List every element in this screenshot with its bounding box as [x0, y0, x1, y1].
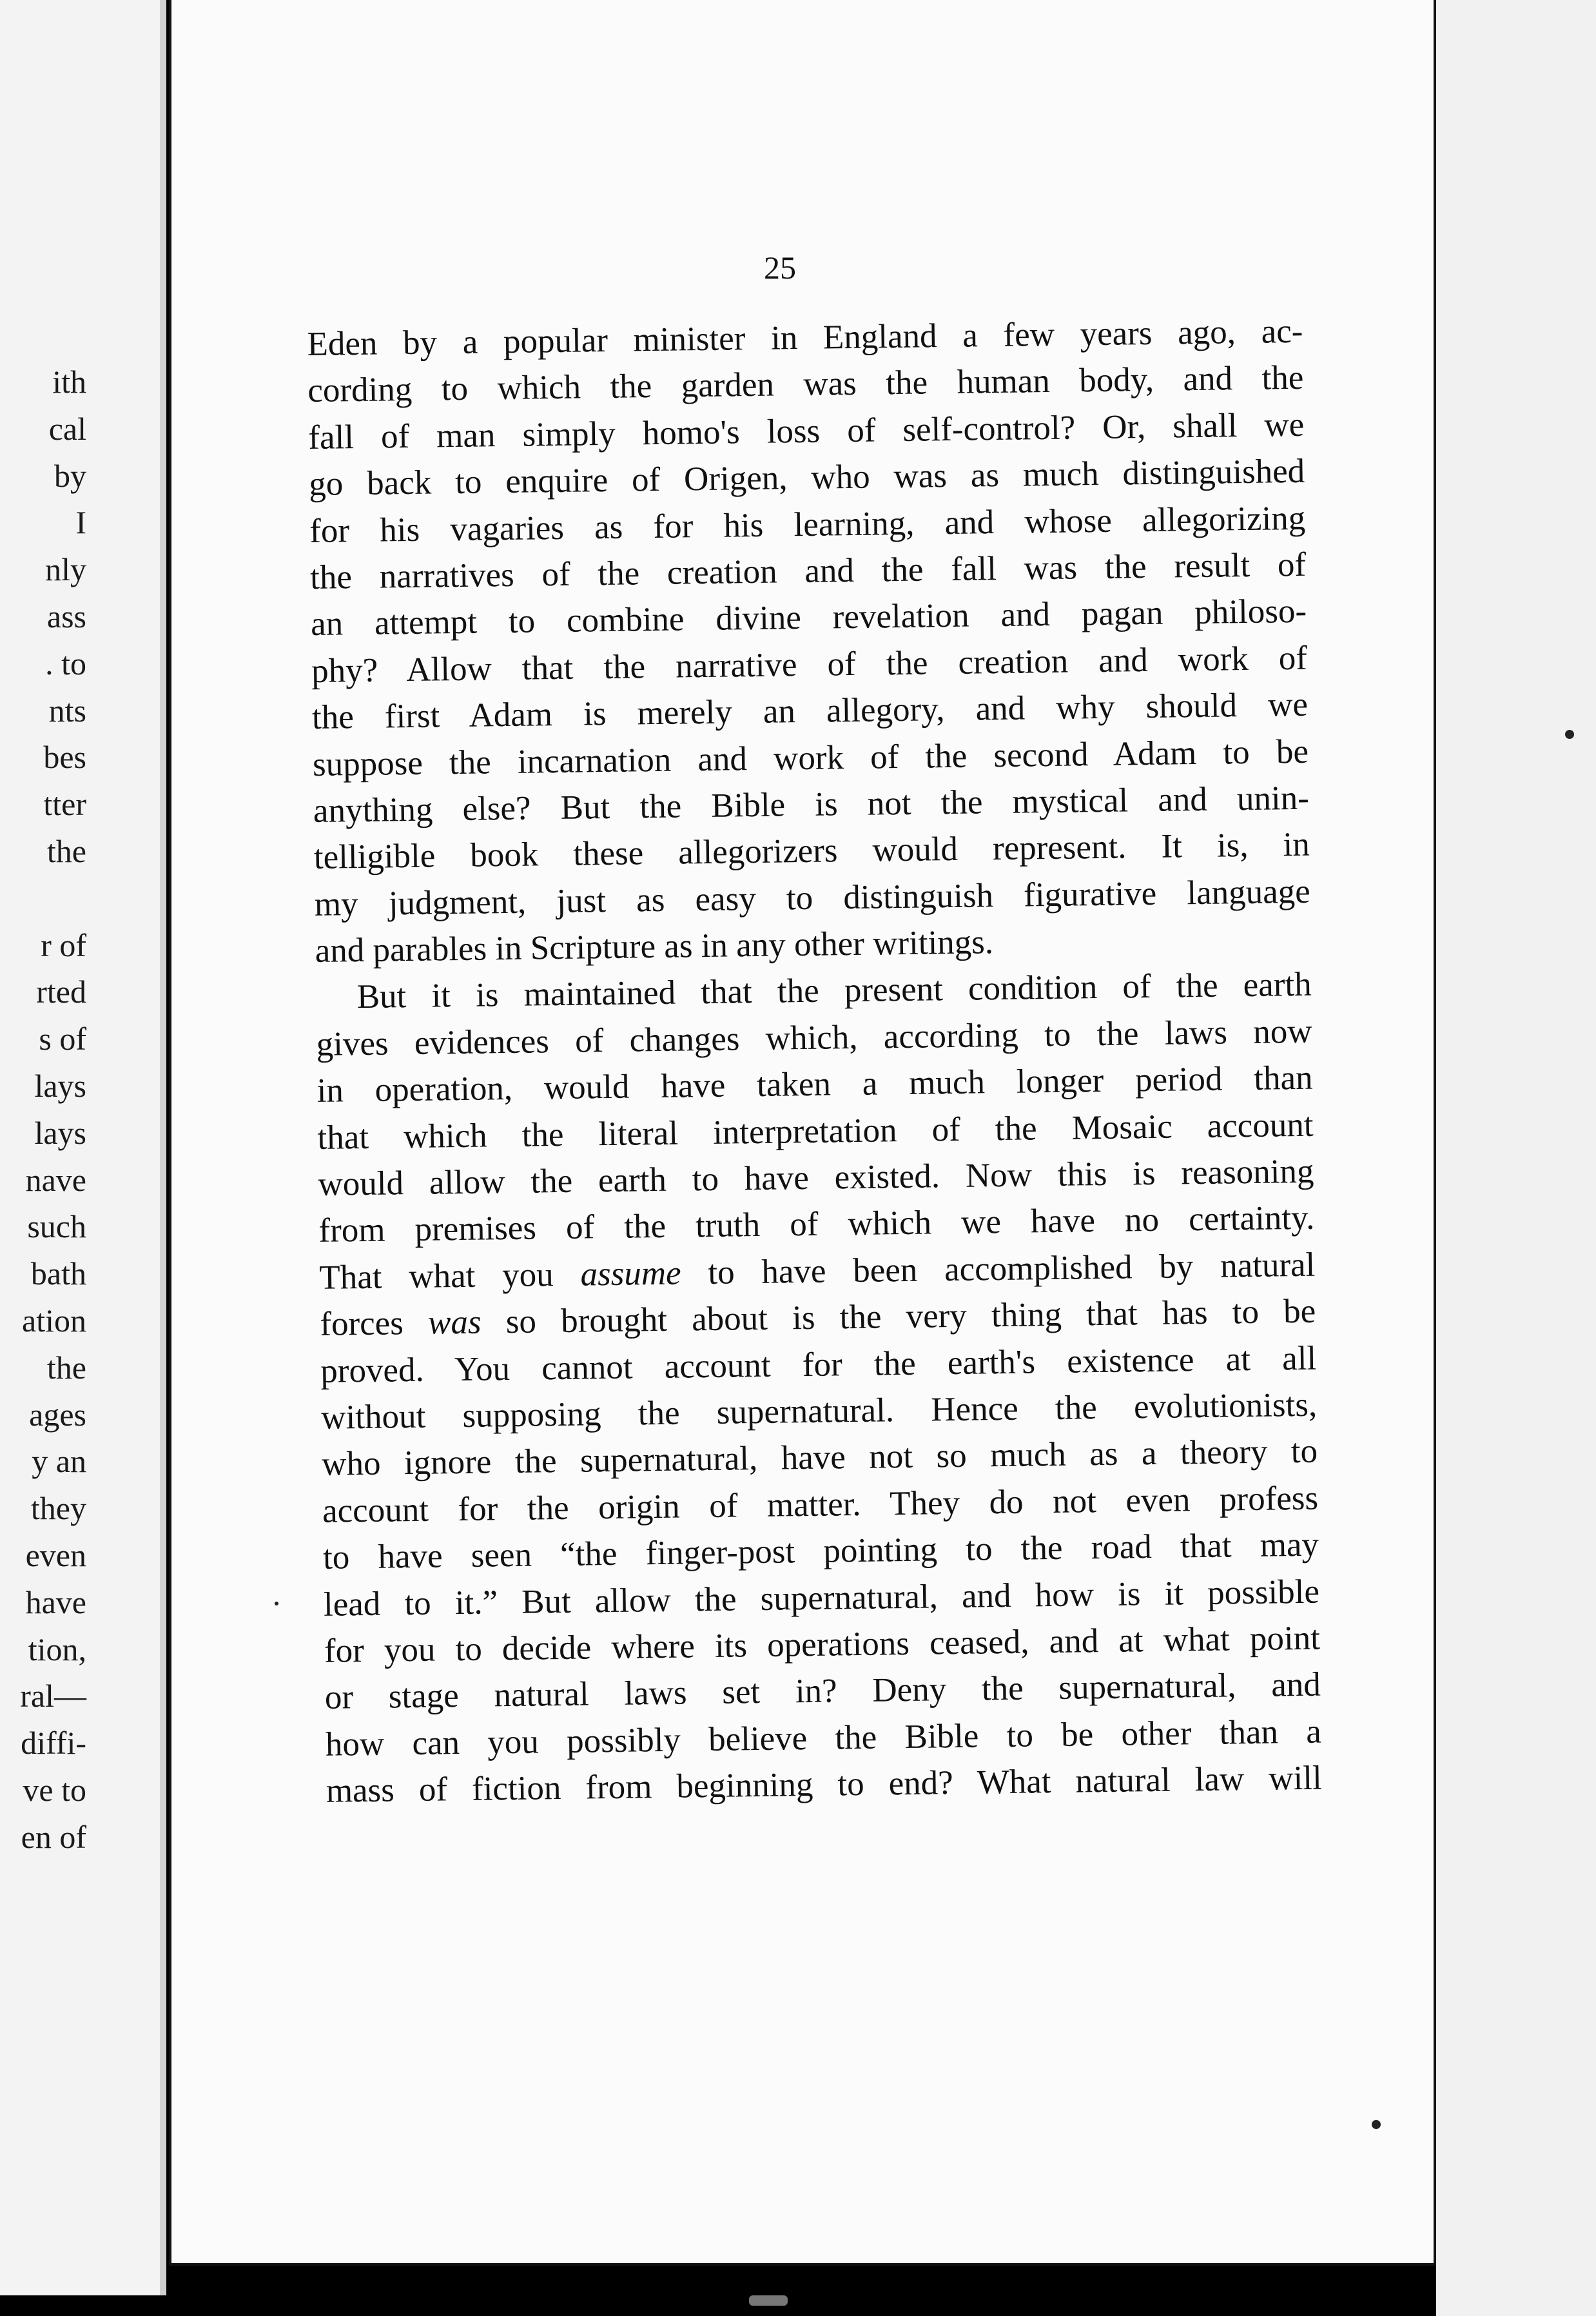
left-line: ass	[46, 598, 86, 634]
text-line: account for the origin of matter. They do not even profess	[322, 1479, 1319, 1530]
left-line: nts	[48, 692, 86, 729]
left-line: ral—	[20, 1678, 86, 1714]
text-line: telligible book these allegorizers would represent. It is, in	[313, 826, 1310, 877]
left-line: lays	[34, 1067, 86, 1104]
text-line: phy? Allow that the narrative of the creation and work of	[311, 639, 1308, 690]
text-line: the first Adam is merely an allegory, and why should we	[311, 685, 1309, 737]
left-line: ve to	[23, 1771, 86, 1808]
left-line: by	[54, 457, 86, 494]
left-line: I	[75, 504, 86, 541]
text-line: That what you assume to have been accomplished by natural	[319, 1246, 1316, 1297]
text-line-paragraph-end: and parables in Scripture as in any other writings.	[315, 923, 994, 970]
text-line: cording to which the garden was the human body, and the	[307, 359, 1304, 410]
text-line: go back to enquire of Origen, who was as much distinguished	[308, 452, 1305, 504]
left-line: tter	[43, 786, 86, 823]
left-line: ith	[52, 364, 86, 400]
text-line: who ignore the supernatural, have not so much as a theory to	[321, 1433, 1318, 1484]
left-line: tion,	[28, 1631, 86, 1667]
text-line: gives evidences of changes which, according to the laws now	[316, 1012, 1312, 1063]
text-line: in operation, would have taken a much longer period than	[316, 1059, 1313, 1110]
text-line: would allow the earth to have existed. Now this is reasoning	[318, 1152, 1314, 1203]
ink-speck	[1372, 2120, 1381, 2129]
left-line: bath	[30, 1255, 86, 1292]
text-line: or stage natural laws set in? Deny the supernatural, and	[324, 1665, 1321, 1717]
text-line: without supposing the supernatural. Hence the evolutionists,	[320, 1386, 1318, 1437]
left-facing-page	[0, 0, 162, 2295]
left-line: have	[25, 1584, 86, 1620]
text-line: how can you possibly believe the Bible to be other than a	[325, 1712, 1322, 1763]
left-line: nave	[25, 1161, 86, 1198]
text-line: to have seen “the finger-post pointing to the road that may	[322, 1526, 1319, 1576]
text-line: anything else? But the Bible is not the mystical and unin-	[313, 779, 1310, 830]
text-line: Eden by a popular minister in England a few years ago, ac-	[307, 312, 1303, 363]
left-line: en of	[21, 1818, 86, 1855]
text-line: an attempt to combine divine revelation and pagan philoso-	[310, 593, 1307, 643]
left-line: r of	[41, 927, 86, 963]
left-page-text-fragments	[0, 358, 86, 1861]
page-body-text	[307, 308, 1322, 1815]
text-line: that which the literal interpretation of the Mosaic account	[317, 1106, 1314, 1157]
text-line: for you to decide where its operations ceased, and at what point	[324, 1619, 1321, 1670]
text-line: for his vagaries as for his learning, and whose allegorizing	[309, 499, 1306, 550]
text-line-paragraph-start: But it is maintained that the present condition of the earth	[356, 966, 1312, 1016]
scan-artifact-mark	[749, 2295, 788, 2306]
left-line: lays	[34, 1114, 86, 1151]
left-line: s of	[39, 1021, 86, 1057]
left-line: such	[27, 1208, 86, 1245]
text-line: the narratives of the creation and the fall was the result of	[309, 545, 1307, 596]
left-line: even	[25, 1536, 86, 1573]
left-line	[0, 875, 86, 922]
text-line: forces was so brought about is the very thing that has to be	[319, 1292, 1316, 1344]
page-number: 25	[764, 250, 796, 286]
left-line: nly	[45, 551, 86, 588]
left-line: they	[30, 1490, 86, 1527]
left-line: the	[46, 1349, 86, 1386]
text-line: my judgment, just as easy to distinguish figurative language	[314, 872, 1311, 923]
left-line: cal	[48, 410, 86, 447]
left-line: y an	[32, 1443, 86, 1480]
book-gutter	[160, 0, 166, 2295]
ink-speck	[1565, 730, 1574, 739]
right-margin-shadow	[1436, 0, 1596, 2316]
text-line: fall of man simply homo's loss of self-control? Or, shall we	[307, 406, 1305, 456]
left-line: . to	[45, 645, 86, 682]
text-line: suppose the incarnation and work of the second Adam to be	[312, 732, 1309, 783]
ink-speck	[275, 1602, 278, 1605]
left-line: bes	[43, 739, 86, 776]
left-line: the	[46, 832, 86, 869]
text-line: mass of fiction from beginning to end? What natural law will	[326, 1759, 1323, 1810]
text-line: from premises of the truth of which we have no certainty.	[318, 1199, 1315, 1250]
left-line: ages	[29, 1396, 86, 1433]
left-line: diffi-	[21, 1725, 86, 1762]
text-line: lead to it.” But allow the supernatural, and how is it possible	[323, 1573, 1320, 1624]
left-line: rted	[36, 974, 86, 1010]
text-line: proved. You cannot account for the earth's existence at all	[320, 1339, 1317, 1390]
left-line: ation	[22, 1302, 86, 1339]
